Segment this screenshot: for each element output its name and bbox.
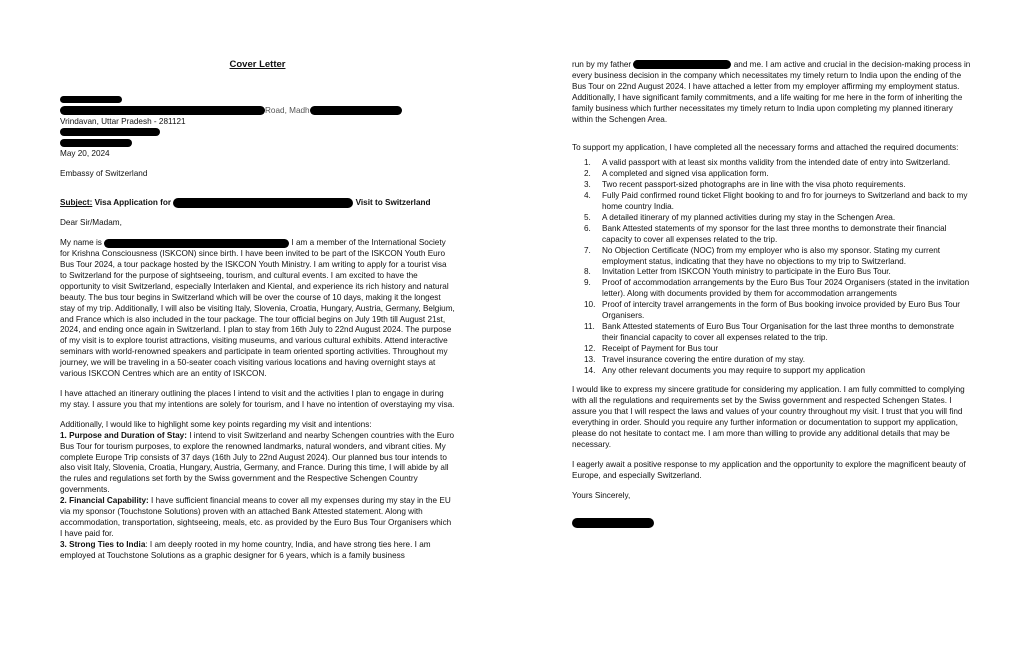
list-item-text: Invitation Letter from ISKCON Youth ministry to participate in the Euro Bus Tour. [602,267,891,277]
list-item-text: Fully Paid confirmed round ticket Flight booking to and fro for journeys to Switzerland and back to my home country India. [602,191,968,211]
list-item [572,278,972,300]
list-item-text: Any other relevant documents you may require to support my application [602,365,866,375]
list-item-text: Bank Attested statements of Euro Bus Tour Organisation for the last three months to demonstrate their financial capacity to cover all expenses related to the trip. [602,321,955,342]
list-item [572,300,972,322]
sender-name-line [60,95,455,106]
redacted-signature [572,518,654,528]
redacted-phone [60,139,132,147]
redacted-address-tail [310,106,402,115]
redacted-passport [173,198,353,208]
list-item-number: 4. [584,191,591,201]
list-item [572,191,972,213]
list-item-number: 7. [584,245,591,255]
list-item [572,213,972,224]
recipient: Embassy of Switzerland [60,169,148,179]
list-item-number: 3. [584,180,591,190]
list-item-number: 10. [584,300,596,310]
key-points-intro: Additionally, I would like to highlight some key points regarding my visit and intentions: [60,419,372,429]
itinerary-paragraph: I have attached an itinerary outlining the places I intend to visit and the activities I plan to engage in during my stay. I assure you that my intentions are solely for tourism, and I have no intention of overstaying my visa. [60,389,455,409]
await-paragraph: I eagerly await a positive response to my application and the opportunity to explore the magnificent beauty of Europe, and especially Switzerland. [572,459,966,480]
list-item-text: Bank Attested statements of my sponsor for the last three months to demonstrate their financial capacity to cover all expenses related to the trip. [602,223,947,244]
list-item-number: 14. [584,365,596,375]
list-item [572,169,972,180]
list-item [572,224,972,246]
list-item-text: A completed and signed visa application form. [602,169,769,179]
subject-line: Subject: Visa Application for Visit to Switzerland [60,198,431,208]
redacted-email [60,128,160,136]
redacted-name [60,96,122,103]
list-item-text: No Objection Certificate (NOC) from my employer who is also my sponsor. Stating my current employment status, indicating that they have no objections to my trip to Switzerland. [602,245,941,266]
list-item [572,158,972,169]
sender-email-line [60,128,455,139]
page-2-body [572,60,972,528]
letter-page-2 [512,0,1024,663]
point-ties: 3. Strong Ties to India: I am deeply rooted in my home country, India, and have strong ties here. I am employed at Touchstone Solutions as a graphic designer for 6 years, which is a family business [60,539,431,560]
list-item [572,366,972,377]
closing: Yours Sincerely, [572,490,631,500]
support-intro: To support my application, I have completed all the necessary forms and attached the required documents: [572,143,959,153]
list-item-text: Proof of intercity travel arrangements in the form of Bus booking invoice provided by Euro Bus Tour Organisers. [602,300,961,321]
sender-phone-line [60,139,455,150]
list-item-number: 2. [584,169,591,179]
list-item-text: Two recent passport-sized photographs are in line with the visa photo requirements. [602,180,906,190]
list-item [572,267,972,278]
list-item-number: 6. [584,223,591,233]
list-item-number: 12. [584,343,596,353]
letter-title: Cover Letter [229,59,286,70]
list-item-text: Travel insurance covering the entire duration of my stay. [602,354,805,364]
intro-paragraph: My name is I am a member of the International Society for Krishna Consciousness (ISKCON) since birth. I have been invited to be part of the ISKCON Youth Euro Bus Tour 2024, a tour package hosted by the ISKCON Youth Ministry. I am writing to apply for a tourist visa to Switzerland for the purpose of sightseeing, tourism, and cultural events. I am excited to have the opportunity to visit Switzerland, especially Interlaken and Kiental, and experience its rich history and natural beauty. The bus tour begins in Switzerland which will be over the course of 10 days, making it the longest stay of my trip. Additionally, I will also be visiting Italy, Slovenia, Croatia, Hungary, Austria, Germany, Belgium, and France which is also included in the tour package. The tour official begins on July 19th till August 21st, 2024, and ending once again in Switzerland. I plan to stay from 16th July to 22nd August 2024. The purpose of my visit is to explore tourist attractions, visiting museums, and various cultural exhibits. Attend interactive seminars with world-renowned speakers and participate in team oriented sporting activities. Throughout my journey, we will be traveling in a 50-seater coach visiting various locations and having overnight stays at various ISKCON Centres which are an entity of ISKCON. [60,238,455,379]
list-item-text: Receipt of Payment for Bus tour [602,343,719,353]
documents-list [572,158,972,376]
list-item-number: 11. [584,321,595,331]
list-item-text: A valid passport with at least six months validity from the intended date of entry into Switzerland. [602,158,951,168]
sender-address-line-2: Vrindavan, Uttar Pradesh - 281121 [60,116,186,126]
list-item-number: 5. [584,212,591,222]
redacted-applicant-name [104,239,289,248]
list-item-text: Proof of accommodation arrangements by the Euro Bus Tour 2024 Organisers (stated in the invitation letter). Along with documents provided by them for accommodation arrangements [602,278,970,299]
list-item-number: 9. [584,278,591,288]
list-item [572,246,972,268]
list-item [572,180,972,191]
ties-continuation: run by my father and me. I am active and crucial in the decision-making process in every business decision in the company which necessitates my timely return to India upon the ending of the Bus Tour on 22nd August 2024. I have attached a letter from my employer affirming my employment status. Additionally, I have significant family commitments, and a life waiting for me here in the form of inheriting the family business which further necessitates my timely return to India upon completing my planned itinerary within the Schengen Area. [572,60,971,124]
gratitude-paragraph: I would like to express my sincere gratitude for considering my application. I am fully committed to complying with all the regulations and requirements set by the Swiss government and respected Schengen States. I assure you that I will respect the laws and values of your country throughout my visit. I trust that you will find everything in order. Should you require any further information or documentation to support my application, please do not hesitate to contact me. I am more than willing to provide any additional details that may be necessary. [572,385,965,449]
point-purpose: 1. Purpose and Duration of Stay: I intend to visit Switzerland and nearby Schengen countries with the Euro Bus Tour for tourism purposes, to explore the renowned landmarks, natural wonders, and vibrant cities. My complete Europe Trip consists of 37 days (16th July to 22nd August 2024). Our planned bus tour intends to also visit Italy, Slovenia, Croatia, Hungary, Austria, Germany, and France. During this time, I will abide by all the rules and regulations set forth by the Swiss government and the Respective Schengen Country governments. [60,430,455,495]
list-item [572,355,972,366]
redacted-address [60,106,265,115]
letter-date: May 20, 2024 [60,149,110,159]
list-item-number: 13. [584,354,596,364]
list-item [572,322,972,344]
list-item-number: 1. [584,158,591,168]
point-financial: 2. Financial Capability: I have sufficient financial means to cover all my expenses during my stay in the EU via my sponsor (Touchstone Solutions) proven with an attached Bank Attested statement. Along with accommodation, transportation, sightseeing, meals, etc. as provided by the Euro Bus Tour Organisers which I have paid for. [60,496,452,538]
salutation: Dear Sir/Madam, [60,218,122,228]
sender-address-line-1: Road, Madh [60,106,455,117]
page-1-body [60,60,455,562]
list-item [572,344,972,355]
redacted-father-name [633,60,731,69]
list-item-number: 8. [584,267,591,277]
list-item-text: A detailed itinerary of my planned activities during my stay in the Schengen Area. [602,212,896,222]
